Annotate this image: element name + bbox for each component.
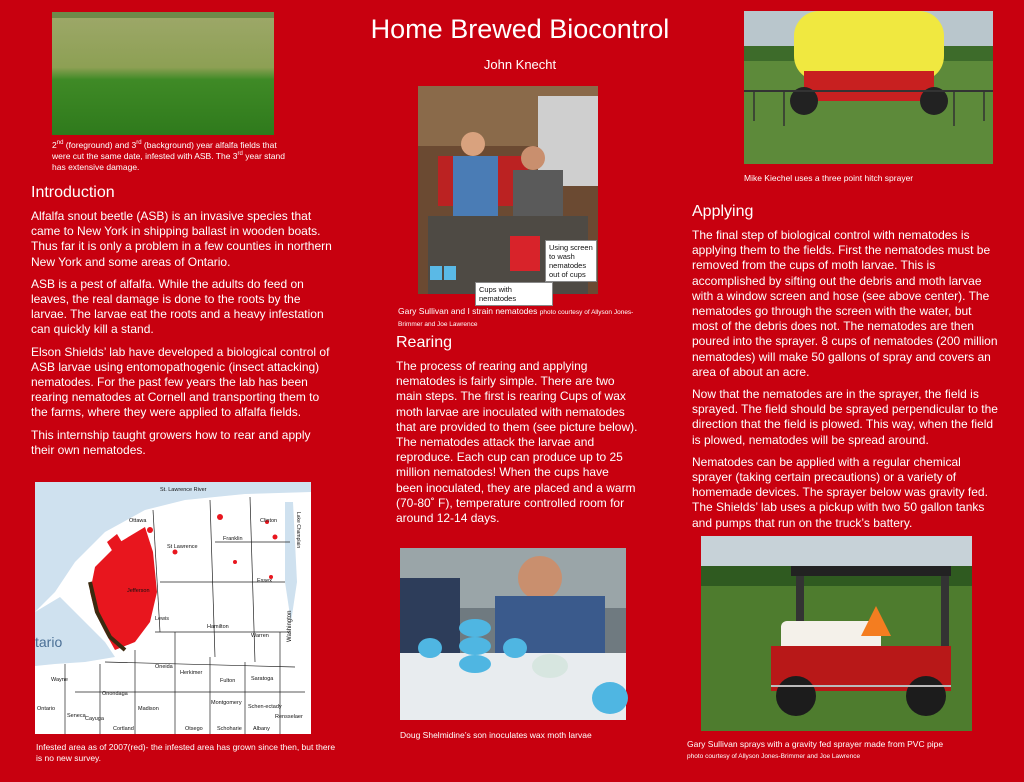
map-caption: Infested area as of 2007(red)- the infested area has grown since then, but there is no new survey. — [36, 742, 336, 763]
applying-paragraph: Now that the nematodes are in the sprayer, the field is sprayed. The field should be sprayed perpendicular to the direction that the field is plowed. This way, when the field is plowed, nematodes will be spread around. — [692, 387, 998, 447]
map-label-county: Warren — [251, 633, 269, 639]
map-label-lake-ontario: tario — [35, 634, 63, 650]
introduction-paragraph: This internship taught growers how to rear and apply their own nematodes. — [31, 427, 311, 457]
map-label-county: Onondaga — [102, 691, 128, 697]
inset-label-cups: Cups with nematodes — [475, 282, 553, 306]
strain-photo-caption: Gary Sullivan and I strain nematodes photo courtesy of Allyson Jones-Brimmer and Joe Lawrence — [398, 306, 634, 328]
map-label-county: Oneida — [155, 664, 173, 670]
map-label-county: Cayuga — [85, 716, 104, 722]
applying-paragraph: The final step of biological control with nematodes is applying them to the fields. First the nematodes must be removed from the cups of moth larvae. This is accomplished by sifting out the debris and moth larvae with a window screen and hose (see above center). The nematodes go through the screen with the water, but most of the debris does not. The nematodes are then poured into the sprayer. 8 cups of nematodes (200 million nematodes) will make 50 gallons of spray and covers an area of about an acre. — [692, 228, 998, 379]
map-label-county: St Lawrence — [167, 544, 198, 550]
map-label-river: St. Lawrence River — [160, 487, 207, 493]
map-label-lake-champlain: Lake Champlain — [295, 512, 301, 549]
map-label-county: Saratoga — [251, 676, 274, 682]
introduction-heading: Introduction — [31, 184, 115, 201]
map-label-county: Albany — [253, 726, 270, 732]
gravity-sprayer-photo — [701, 536, 972, 731]
map-label-county: Lewis — [155, 616, 170, 622]
inoculate-photo-caption: Doug Shelmidine’s son inoculates wax moth larvae — [400, 730, 592, 740]
map-label-county: Hamilton — [207, 624, 229, 630]
rearing-paragraph: The process of rearing and applying nematodes is fairly simple. There are two main steps. The first is rearing Cups of wax moth larvae are inoculated with nematodes that are provided to them (see picture below). The nematodes attack the larvae and reproduce. Each cup can produce up to 25 million nematodes! When the cups have been inoculated, they are placed and a warm (70-80˚ F), temperature controlled room for around 12-14 days. — [396, 359, 638, 526]
map-label-county: Madison — [138, 706, 159, 712]
inset-label-screen: Using screen to wash nematodes out of cups — [545, 240, 597, 282]
map-label-county: Cortland — [113, 726, 134, 732]
map-label-county: Montgomery — [211, 700, 242, 706]
inoculate-photo — [400, 548, 626, 720]
introduction-section — [31, 184, 333, 465]
alfalfa-photo-caption: 2nd (foreground) and 3rd (background) year alfalfa fields that were cut the same date, infested with ASB. The 3rd year stand has extensive damage. — [52, 140, 285, 172]
map-label-county: Franklin — [223, 536, 243, 542]
gravity-sprayer-caption: Gary Sullivan sprays with a gravity fed sprayer made from PVC pipe photo courtesy of Allyson Jones-Brimmer and Joe Lawrence — [687, 739, 944, 760]
map-label-county: Essex — [257, 578, 272, 584]
map-label-county: Jefferson — [127, 588, 150, 594]
hitch-sprayer-photo — [744, 11, 993, 164]
introduction-paragraph: ASB is a pest of alfalfa. While the adults do feed on leaves, the real damage is done to the roots by the larvae. The larvae eat the roots and a heavy infestation can quickly kill a stand. — [31, 276, 324, 337]
map-label-county: Rensselaer — [275, 714, 303, 720]
introduction-paragraph: Alfalfa snout beetle (ASB) is an invasive species that came to New York in shipping ballast in wooden boats. Thus far it is only a problem in a few counties in northern New York and some areas of Ontario. — [31, 209, 332, 269]
map-label-county: Clinton — [260, 518, 278, 524]
infestation-map — [35, 482, 311, 734]
applying-section — [692, 203, 1000, 538]
alfalfa-field-photo — [52, 12, 274, 135]
map-label-county: Schoharie — [217, 726, 242, 732]
applying-heading: Applying — [692, 203, 754, 220]
map-label-county: Ontario — [37, 706, 56, 712]
map-label-county: Schen-ectady — [248, 704, 282, 710]
hitch-sprayer-caption: Mike Kiechel uses a three point hitch sprayer — [744, 173, 914, 183]
map-label-county: Otsego — [185, 726, 203, 732]
introduction-paragraph: Elson Shields’ lab have developed a biological control of ASB larvae using entomopathogenic (insect attacking) nematodes. For the past few years the lab has been rearing nematodes at Cornell and transporting them to the farms, where they were applied to alfalfa fields. — [31, 344, 330, 420]
poster-author: John Knecht — [483, 57, 557, 72]
map-label-county: Seneca — [67, 713, 86, 719]
applying-paragraph: Nematodes can be applied with a regular chemical sprayer (taking certain precautions) or a variety of homemade devices. The sprayer below was gravity fed. The Shields’ lab uses a pickup with two 50 gallon tanks and pumps that run on the truck’s battery. — [692, 454, 988, 530]
map-label-county: Washington — [287, 610, 293, 642]
map-label-county: Wayne — [51, 677, 68, 683]
rearing-heading: Rearing — [396, 334, 453, 351]
map-label-county: Ottawa — [129, 518, 147, 524]
strain-nematodes-photo — [418, 86, 598, 303]
poster-title: Home Brewed Biocontrol — [370, 14, 670, 44]
rearing-section — [396, 334, 638, 533]
map-label-county: Fulton — [220, 678, 236, 684]
map-label-county: Herkimer — [180, 670, 203, 676]
